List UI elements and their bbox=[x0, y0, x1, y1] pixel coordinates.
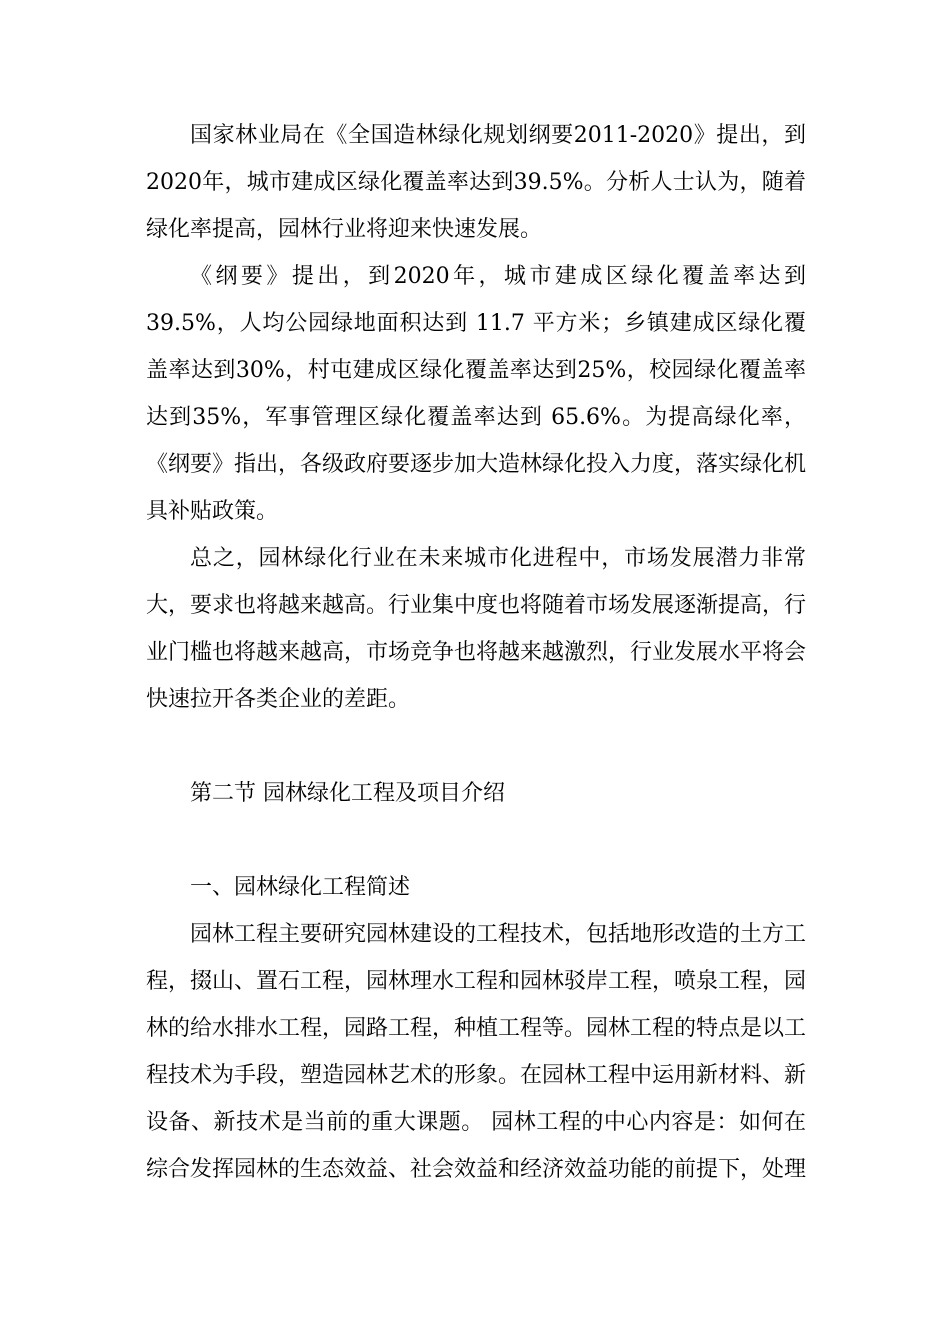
document-body bbox=[146, 112, 806, 1193]
paragraph-plan-outline: 国家林业局在《全国造林绿化规划纲要2011-2020》提出，到2020年，城市建成区绿化覆盖率达到39.5%。分析人士认为，随着绿化率提高，园林行业将迎来快速发展。 bbox=[146, 123, 806, 242]
paragraph-engineering-overview: 园林工程主要研究园林建设的工程技术，包括地形改造的土方工程，掇山、置石工程，园林理水工程和园林驳岸工程，喷泉工程，园林的给水排水工程，园路工程，种植工程等。园林工程的特点是以工程技术为手段，塑造园林艺术的形象。在园林工程中运用新材料、新设备、新技术是当前的重大课题。 园林工程的中心内容是：如何在综合发挥园林的生态效益、社会效益和经济效益功能的前提下，处理 bbox=[146, 922, 807, 1182]
subsection-heading: 一、园林绿化工程简述 bbox=[190, 875, 411, 900]
paragraph-outline-targets: 《纲要》提出，到2020年，城市建成区绿化覆盖率达到39.5%，人均公园绿地面积达到 11.7 平方米；乡镇建成区绿化覆盖率达到30%，村屯建成区绿化覆盖率达到25%，校园绿化覆盖率达到35%，军事管理区绿化覆盖率达到 65.6%。为提高绿化率，《纲要》指出，各级政府要逐步加大造林绿化投入力度，落实绿化机具补贴政策。 bbox=[146, 264, 807, 524]
section-heading: 第二节 园林绿化工程及项目介绍 bbox=[190, 781, 505, 806]
paragraph-conclusion: 总之，园林绿化行业在未来城市化进程中，市场发展潜力非常大，要求也将越来越高。行业集中度也将随着市场发展逐渐提高，行业门槛也将越来越高，市场竞争也将越来越激烈，行业发展水平将会快速拉开各类企业的差距。 bbox=[146, 546, 807, 712]
